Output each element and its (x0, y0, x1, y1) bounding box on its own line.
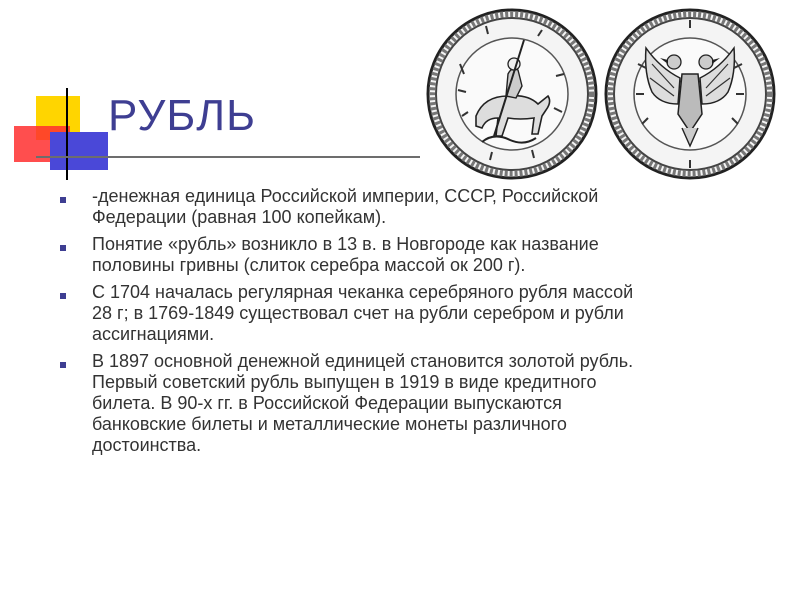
decor-vertical-line (66, 88, 68, 180)
bullet-icon (60, 197, 66, 203)
bullet-list (60, 186, 780, 462)
title-underline (36, 156, 420, 158)
list-item (60, 234, 780, 276)
decor-blue-square (50, 132, 108, 170)
list-item (60, 282, 780, 345)
bullet-icon (60, 362, 66, 368)
bullet-icon (60, 245, 66, 251)
list-item (60, 186, 780, 228)
coin-obverse-st-george (428, 10, 596, 178)
bullet-text: В 1897 основной денежной единицей становится золотой рубль. Первый советский рубль выпущен в 1919 в виде кредитного билета. В 90-х гг. в Российской Федерации выпускаются банковские билеты и металлические монеты различного достоинства. (92, 351, 634, 455)
bullet-text: -денежная единица Российской империи, СССР, Российской Федерации (равная 100 копейкам). (92, 186, 599, 227)
coin-images (424, 4, 776, 184)
bullet-text: Понятие «рубль» возникло в 13 в. в Новгороде как название половины гривны (слиток серебра массой ок 200 г). (92, 234, 599, 275)
list-item (60, 351, 780, 456)
bullet-icon (60, 293, 66, 299)
slide-title: РУБЛЬ (108, 91, 256, 140)
bullet-text: С 1704 началась регулярная чеканка серебряного рубля массой 28 г; в 1769-1849 существовал счет на рубли серебром и рубли ассигнациями. (92, 282, 634, 344)
coin-reverse-double-headed-eagle (606, 10, 774, 178)
